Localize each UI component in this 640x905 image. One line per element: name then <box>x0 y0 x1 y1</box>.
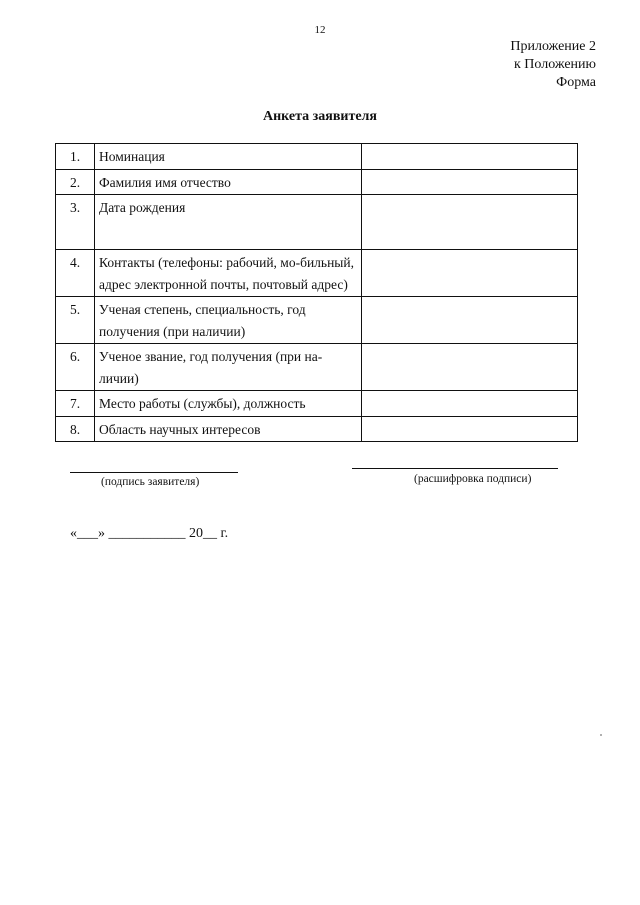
row-value-field[interactable] <box>362 297 578 344</box>
appendix-line-2: к Положению <box>513 57 596 72</box>
row-value-field[interactable] <box>362 391 578 417</box>
row-label: Ученое звание, год получения (при на-личии) <box>95 344 362 391</box>
row-label: Фамилия имя отчество <box>95 169 362 195</box>
applicant-signature-caption: (подпись заявителя) <box>101 476 200 488</box>
row-value-field[interactable] <box>362 169 578 195</box>
table-row <box>56 250 578 297</box>
table-row <box>56 416 578 442</box>
row-number: 6. <box>56 344 95 391</box>
form-title: Анкета заявителя <box>262 109 377 124</box>
row-value-field[interactable] <box>362 144 578 170</box>
row-number: 3. <box>56 195 95 250</box>
row-number: 1. <box>56 144 95 170</box>
row-label: Дата рождения <box>95 195 362 250</box>
appendix-header <box>510 38 596 92</box>
table-row <box>56 144 578 170</box>
signature-decoding-caption: (расшифровка подписи) <box>414 473 532 485</box>
table-row <box>56 344 578 391</box>
date-line[interactable]: «___» ___________ 20__ г. <box>70 526 229 541</box>
row-label: Контакты (телефоны: рабочий, мо-бильный, адрес электронной почты, почтовый адрес) <box>95 250 362 297</box>
row-label: Номинация <box>95 144 362 170</box>
row-number: 5. <box>56 297 95 344</box>
row-number: 8. <box>56 416 95 442</box>
page-number: 12 <box>314 24 326 36</box>
row-label: Ученая степень, специальность, год получения (при наличии) <box>95 297 362 344</box>
row-value-field[interactable] <box>362 250 578 297</box>
row-value-field[interactable] <box>362 195 578 250</box>
appendix-line-3: Форма <box>556 75 596 90</box>
row-value-field[interactable] <box>362 416 578 442</box>
table-row <box>56 169 578 195</box>
applicant-form-table <box>55 143 578 442</box>
row-label: Место работы (службы), должность <box>95 391 362 417</box>
row-value-field[interactable] <box>362 344 578 391</box>
table-row <box>56 391 578 417</box>
scan-speck <box>600 734 602 736</box>
signature-decoding-line[interactable] <box>352 468 558 469</box>
appendix-line-1: Приложение 2 <box>510 39 596 54</box>
table-row <box>56 195 578 250</box>
row-label: Область научных интересов <box>95 416 362 442</box>
row-number: 7. <box>56 391 95 417</box>
applicant-signature-line[interactable] <box>70 472 238 473</box>
row-number: 4. <box>56 250 95 297</box>
table-row <box>56 297 578 344</box>
row-number: 2. <box>56 169 95 195</box>
